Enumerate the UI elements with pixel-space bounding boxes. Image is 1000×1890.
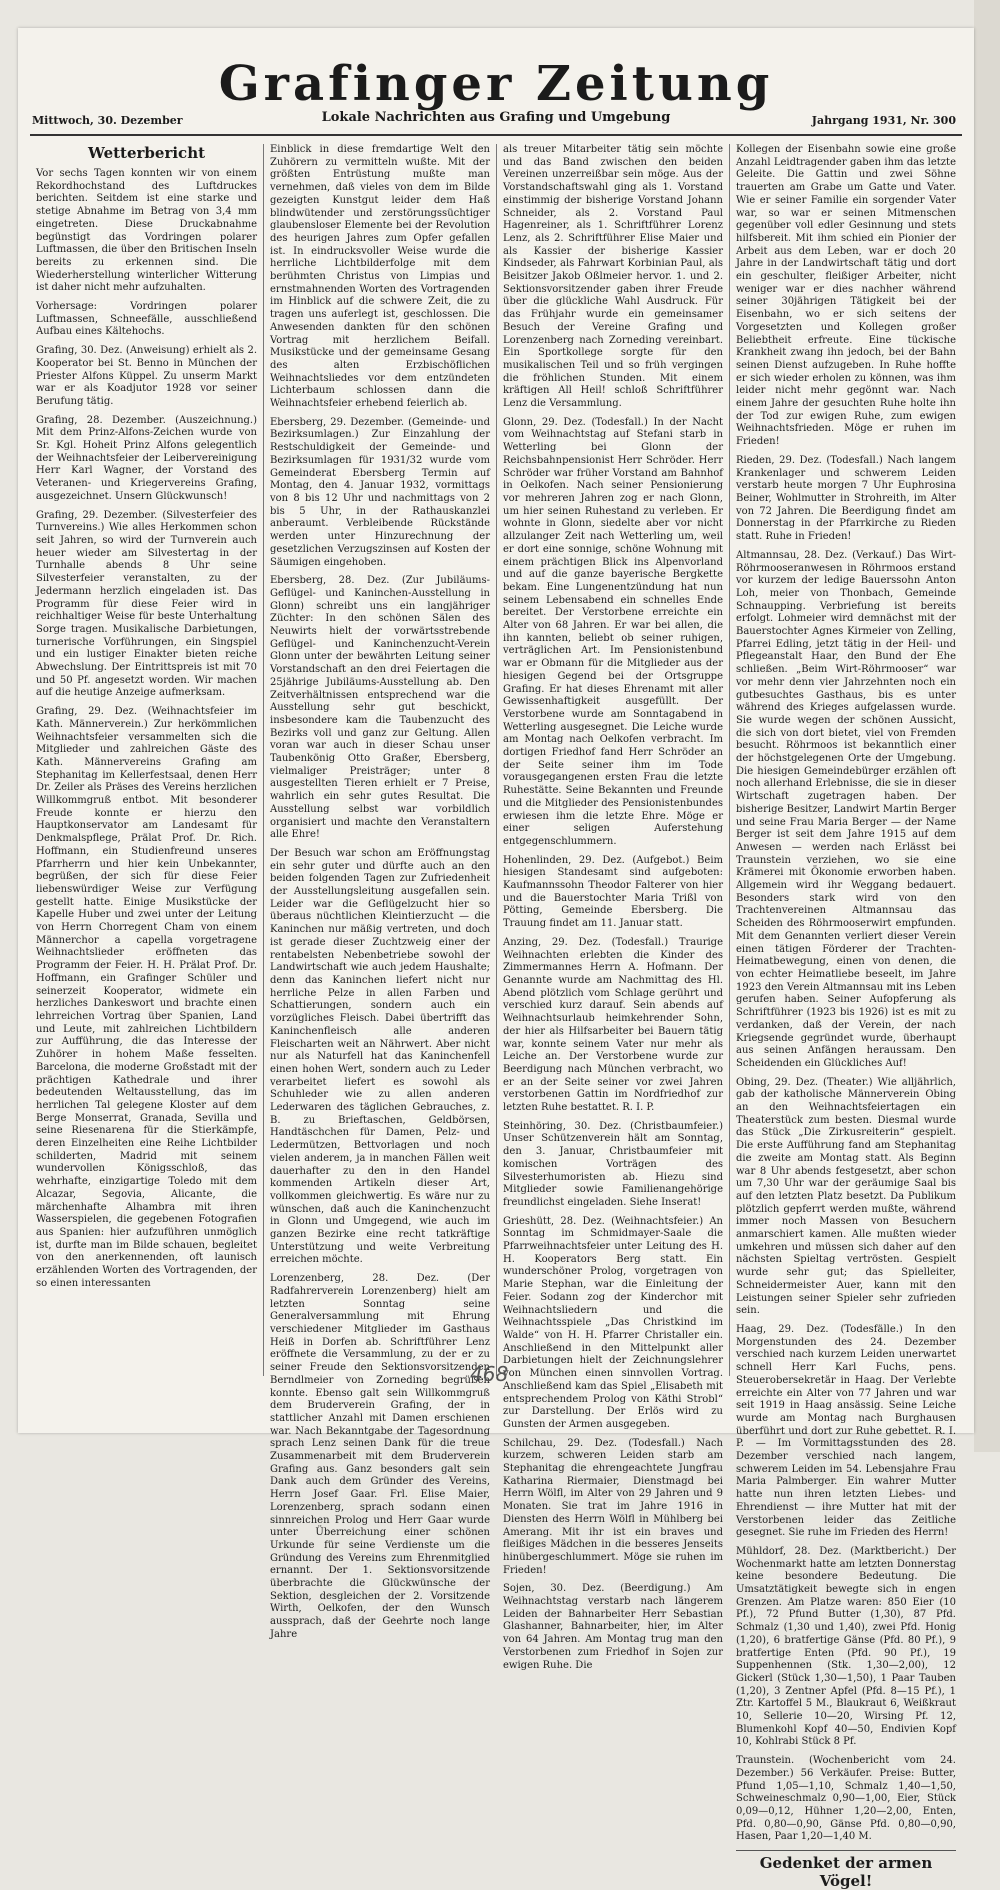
newspaper-page xyxy=(18,28,974,1890)
article-columns xyxy=(30,144,962,1890)
article-paragraph: Obing, 29. Dez. (Theater.) Wie alljährlich, gab der katholische Männerverein Obing an den Weihnachtsfeiertagen ein Theaterstück zum besten. Diesmal wurde das Stück „Die Zirkusreiterin“ gespielt. Die erste Aufführung fand am Stephanitag die zweite am Montag statt. Als Beginn war 8 Uhr abends festgesetzt, aber schon um 7,30 Uhr war der geräumige Saal bis auf den letzten Platz besetzt. Da Publikum plötzlich gepferrt werden mußte, während immer noch Massen von Besuchern anmarschiert kamen. Alle mußten wieder umkehren und müssen sich daher auf den nächsten Spieltag vertrösten. Gespielt wurde sehr gut; das Spielleiter, Schneidermeister Auer, kann mit den Leistungen seiner Spieler sehr zufrieden sein. xyxy=(736,1076,956,1317)
column-4 xyxy=(729,144,962,1890)
masthead-rule xyxy=(30,134,962,136)
column-1 xyxy=(30,144,263,1376)
issue-number: Jahrgang 1931, Nr. 300 xyxy=(811,114,956,127)
page-edge xyxy=(974,0,1000,1452)
article-paragraph: Sojen, 30. Dez. (Beerdigung.) Am Weihnachtstag verstarb nach längerem Leiden der Bahnarbeiter Herr Sebastian Glashanner, Bahnarbeiter, hier, im Alter von 64 Jahren. Am Montag trug man den Verstorbenen zum Friedhof in Sojen zur ewigen Ruhe. Die xyxy=(503,1583,723,1671)
footer-notice: Gedenket der armen Vögel! xyxy=(736,1850,956,1890)
article-paragraph: Der Besuch war schon am Eröffnungstag ein sehr guter und dürfte auch an den beiden folgenden Tagen zur Zufriedenheit der Ausstellungsleitung ausgefallen sein. Leider war die Geflügelzucht hier so überaus nüchtlichen Kleintierzucht — die Kaninchen nur mäßig vertreten, und doch ist gerade dieser Zuchtzweig einer der rentabelsten Nebenbetriebe sowohl der Landwirtschaft wie auch jedem Haushalte; denn das Kaninchen liefert nicht nur herrliche Pelze in allen Farben und Schattierungen, sondern auch ein vorzügliches Fleisch. Dabei übertrifft das Kaninchenfleisch alle anderen Fleischarten weit an Nährwert. Aber nicht nur als Naturfell hat das Kaninchenfell einen hohen Wert, sondern auch zu Leder verarbeitet liefert es sowohl als Schuhleder wie zu allen anderen Lederwaren des täglichen Gebrauches, z. B. zu Brieftaschen, Geldbörsen, Handtäschchen für Damen, Pelz- und Ledermützen, Bettvorlagen und noch vielen anderem, ja in manchen Fällen weit dauerhafter zu den in den Handel kommenden Artikeln dieser Art, vollkommen gleichwertig. Es wäre nur zu wünschen, daß auch die Kaninchenzucht in Glonn und Umgegend, wie auch im ganzen Bezirke eine recht tatkräftige Unterstützung und weite Verbreitung erreichen möchte. xyxy=(270,847,490,1266)
article-paragraph: Rieden, 29. Dez. (Todesfall.) Nach langem Krankenlager und schwerem Leiden verstarb heute morgen 7 Uhr Euphrosina Beiner, Wohlmutter in Strohreith, im Alter von 72 Jahren. Die Beerdigung findet am Donnerstag in der Pfarrkirche zu Rieden statt. Ruhe in Frieden! xyxy=(736,454,956,543)
article-paragraph: Vor sechs Tagen konnten wir von einem Rekordhochstand des Luftdruckes berichten. Seitdem ist eine starke und stetige Abnahme im Betrag von 3,4 mm eingetreten. Diese Druckabnahme begünstigt das Vordringen polarer Luftmassen, die über den Britischen Inseln bereits zu erkennen sind. Die Wiederherstellung winterlicher Witterung ist daher nicht mehr aufzuhalten. xyxy=(36,168,257,294)
article-paragraph: Grafing, 29. Dezember. (Silvesterfeier des Turnvereins.) Wie alles Herkommen schon seit Jahren, so wird der Turnverein auch heuer wieder am Silvestertag in der Turnhalle abends 8 Uhr seine Silvesterfeier veranstalten, zu der Jedermann herzlich eingeladen ist. Das Programm für diese Feier wird in reichhaltiger Weise für beste Unterhaltung Sorge tragen. Musikalische Darbietungen, turnerische Vorführungen, ein Singspiel und ein lustiger Einakter bieten reiche Abwechslung. Der Eintrittspreis ist mit 70 und 50 Pf. angesetzt worden. Wir machen auf die heutige Anzeige aufmerksam. xyxy=(36,509,257,699)
article-paragraph: Hohenlinden, 29. Dez. (Aufgebot.) Beim hiesigen Standesamt sind aufgeboten: Kaufmannssohn Theodor Falterer von hier und die Bauerstochter Maria Trißl von Pötting, Gemeinde Ebersberg. Die Trauung findet am 11. Januar statt. xyxy=(503,854,723,930)
newspaper-title: Grafinger Zeitung xyxy=(218,56,774,112)
article-paragraph: Grieshütt, 28. Dez. (Weihnachtsfeier.) An Sonntag im Schmidmayer-Saale die Pfarrweihnachtsfeier unter Leitung des H. H. Kooperators Berg statt. Ein wunderschöner Prolog, vorgetragen von Marie Stephan, war die Einleitung der Feier. Sodann zog der Kinderchor mit Weihnachtsliedern und die Weihnachtsspiele „Das Christkind im Walde“ von H. H. Pfarrer Christaller ein. Anschließend in den Mittelpunkt aller Darbietungen hielt der Zeichnungslehrer von München einen sinnvollen Vortrag. Anschließend kam das Spiel „Elisabeth mit entsprechendem Prolog von Käthi Strobl“ zur Darstellung. Der Erlös wird zu Gunsten der Armen ausgegeben. xyxy=(503,1215,723,1430)
handwritten-page-number: 468 xyxy=(470,1362,509,1386)
article-paragraph: Kollegen der Eisenbahn sowie eine große Anzahl Leidtragender gaben ihm das letzte Geleite. Die Gattin und zwei Söhne trauerten am Grabe um Gatte und Vater. Wie er seiner Familie ein sorgender Vater war, so war er seinen Mitmenschen gegenüber voll edler Gesinnung und stets hilfsbereit. Mit ihm schied ein Pionier der Arbeit aus dem Leben, war er doch 20 Jahre in der Landwirtschaft tätig und dort ein geschulter, fleißiger Arbeiter, nicht weniger war er dies nachher während seiner 30jährigen Tätigkeit bei der Eisenbahn, wo er sich seitens der Vorgesetzten und Kollegen großer Beliebtheit erfreute. Eine tückische Krankheit zwang ihn jedoch, bei der Bahn seinen Dienst aufzugeben. In Ruhe hoffte er sich wieder erholen zu können, was ihm leider nicht mehr gegönnt war. Nach einem Jahre der gesuchten Ruhe holte ihn der Tod zur ewigen Ruhe, zum ewigen Weihnachtsfrieden. Möge er ruhen im Frieden! xyxy=(736,144,956,448)
article-paragraph: Altmannsau, 28. Dez. (Verkauf.) Das Wirt-Röhrmooseranwesen in Röhrmoos erstand vor kurzem der ledige Bauerssohn Anton Loh, meier von Thonbach, Gemeinde Schnaupping. Verbriefung ist bereits erfolgt. Lohmeier wird demnächst mit der Bauerstochter Agnes Kirmeier von Zelling, Pfarrei Edling, jetzt tätig in der Heil- und Pflegeanstalt Haar, den Bund der Ehe schließen. „Beim Wirt-Röhrmooser“ war vor mehr denn vier Jahrzehnten noch ein gutbesuchtes Gasthaus, bis es unter während des Krieges aufgelassen wurde. Sie wurde wegen der schönen Aussicht, die sich von dort bietet, viel von Fremden besucht. Röhrmoos ist bekanntlich einer der höchstgelegenen Orte der Umgebung. Die hiesigen Gemeindebürger erzählen oft noch allerhand Erlebnisse, die sie in dieser Wirtschaft zugetragen haben. Der bisherige Besitzer, Landwirt Martin Berger und seine Frau Maria Berger — der Name Berger ist seit dem Jahre 1915 auf dem Anwesen — werden nach Erlässt bei Traunstein verziehen, wo sie eine Krämerei mit Ökonomie erworben haben. Allgemein wird ihr Weggang bedauert. Besonders stark wird von den Trachtenvereinen Altmannsau das Scheiden des Röhrmooserwirt empfunden. Mit dem Genannten verliert dieser Verein einen tätigen Förderer der Trachten-Heimatbewegung, einen von denen, die von echter Heimatliebe beseelt, im Jahre 1923 den Verein Altmannsau mit ins Leben gerufen haben. Seiner Aufopferung als Schriftführer (1923 bis 1926) ist es mit zu verdanken, daß der Verein, der nach Kriegsende gegründet wurde, überhaupt aus seinen Anfängen heraussam. Den Scheidenden ein Glückliches Auf! xyxy=(736,549,956,1069)
article-paragraph: Glonn, 29. Dez. (Todesfall.) In der Nacht vom Weihnachtstag auf Stefani starb in Wetterling bei Glonn der Reichsbahnpensionist Herr Schröder. Herr Schröder war früher Vorstand am Bahnhof in Oelkofen. Nach seiner Pensionierung vor mehreren Jahren zog er nach Glonn, um hier seinen Ruhestand zu verleben. Er wohnte in Glonn, siedelte aber vor nicht allzulanger Zeit nach Wetterling um, weil er dort eine sonnige, schöne Wohnung mit einem prächtigen Blick ins Alpenvorland und auf die ganze bayerische Bergkette bekam. Eine Lungenentzündung hat nun seinem Lebensabend ein schnelles Ende bereitet. Der Verstorbene erreichte ein Alter von 68 Jahren. Er war bei allen, die ihn kannten, beliebt ob seiner ruhigen, verträglichen Art. Im Pensionistenbund war er Obmann für die Mitglieder aus der hiesigen Gegend bei der Ortsgruppe Grafing. Er hat dieses Ehrenamt mit aller Gewissenhaftigkeit ausgefüllt. Der Verstorbene wurde am Sonntagabend in Wetterling ausgesegnet. Die Leiche wurde am Montag nach Oelkofen verbracht. Im dortigen Friedhof fand Herr Schröder an der Seite seiner ihm im Tode vorausgegangenen ersten Frau die letzte Ruhestätte. Seine Bekannten und Freunde und die Mitglieder des Pensionistenbundes erwiesen ihm die letzte Ehre. Möge er einer seligen Auferstehung entgegenschlummern. xyxy=(503,416,723,847)
article-paragraph: Grafing, 28. Dezember. (Auszeichnung.) Mit dem Prinz-Alfons-Zeichen wurde von Sr. Kgl. Hoheit Prinz Alfons gelegentlich der Weihnachtsfeier der Leibervereinigung Herr Karl Wagner, der Vorstand des Veteranen- und Kriegervereins Grafing, ausgezeichnet. Unsern Glückwunsch! xyxy=(36,414,257,502)
article-paragraph: Anzing, 29. Dez. (Todesfall.) Traurige Weihnachten erlebten die Kinder des Zimmermannes Herrn A. Hofmann. Der Genannte wurde am Nachmittag des Hl. Abend plötzlich vom Schlage gerührt und verschied kurz darauf. Sein abends auf Weihnachtsurlaub heimkehrender Sohn, der hier als Hilfsarbeiter bei Bauern tätig war, konnte seinem Vater nur mehr als Leiche an. Der Verstorbene wurde zur Beerdigung nach München verbracht, wo er an der Seite seiner vor zwei Jahren verstorbenen Gattin im Nordfriedhof zur letzten Ruhe bestattet. R. I. P. xyxy=(503,936,723,1114)
article-paragraph: Grafing, 30. Dez. (Anweisung) erhielt als 2. Kooperator bei St. Benno in München der Priester Alfons Küppel. Zu unserm Markt war er als Koadjutor 1928 vor seiner Berufung tätig. xyxy=(36,345,257,407)
column-3 xyxy=(496,144,729,1671)
article-paragraph: Haag, 29. Dez. (Todesfälle.) In den Morgenstunden des 24. Dezember verschied nach kurzem Leiden unerwartet schnell Herr Karl Fuchs, pens. Steuerobersekretär in Haag. Der Verlebte erreichte ein Alter von 77 Jahren und war seit 1919 in Haag ansässig. Seine Leiche wurde am Montag nach Burghausen überführt und dort zur Ruhe gebettet. R. I. P. — Im Vormittagsstunden des 28. Dezember verschied nach langem, schwerem Leiden im 54. Lebensjahre Frau Maria Palmberger. Ein wahrer Mutter hatte nun ihren letzten Liebes- und Ehrendienst — ihre Mutter hat mit der Verstorbenen leider das Zeitliche gesegnet. Sie ruhe im Frieden des Herrn! xyxy=(736,1323,956,1539)
article-paragraph: Schilchau, 29. Dez. (Todesfall.) Nach kurzem, schweren Leiden starb am Stephanitag die ehrengeachtete Jungfrau Katharina Riermaier, Dienstmagd bei Herrn Wölfl, im Alter von 29 Jahren und 9 Monaten. Sie trat im Jahre 1916 in Diensten des Herrn Wölfl in Mühlberg bei Amerang. Mit ihr ist ein braves und fleißiges Mädchen in die besseres Jenseits hinübergeschlummert. Möge sie ruhen im Frieden! xyxy=(503,1437,723,1576)
article-paragraph: Einblick in diese fremdartige Welt den Zuhörern zu vermitteln wußte. Mit der größten Entrüstung mußte man vernehmen, daß vieles von dem im Bilde gezeigten Kunstgut leider dem Haß blindwütender und zerstörungssüchtiger glaubensloser Elemente bei der Revolution des heurigen Jahres zum Opfer gefallen ist. In eindrucksvoller Weise wurde die herrliche Lichtbilderfolge mit dem berühmten Christus von Limpias und ernstmahnenden Worten des Vortragenden im Hinblick auf die schwere Zeit, die zu tragen uns auferlegt ist, geschlossen. Die Anwesenden dankten für den schönen Vortrag mit herzlichem Beifall. Musikstücke und der gemeinsame Gesang des alten Erzbischöflichen Weihnachtsliedes vor dem entzündeten Lichterbaum schlossen dann die Weihnachtsfeier erhebend feierlich ab. xyxy=(270,144,490,410)
masthead xyxy=(18,28,974,140)
article-paragraph: Traunstein. (Wochenbericht vom 24. Dezember.) 56 Verkäufer. Preise: Butter, Pfund 1,05—1,10, Schmalz 1,40—1,50, Schweineschmalz 0,90—1,00, Eier, Stück 0,09—0,12, Hühner 1,20—2,00, Enten, Pfd. 0,80—0,90, Gänse Pfd. 0,80—0,90, Hasen, Paar 1,20—1,40 M. xyxy=(736,1755,956,1843)
article-paragraph: als treuer Mitarbeiter tätig sein möchte und das Band zwischen den beiden Vereinen unzerreißbar sein möge. Aus der Vorstandschaftswahl ging als 1. Vorstand einstimmig der bisherige Vorstand Johann Schneider, als 2. Vorstand Paul Hagenreiner, als 1. Schriftführer Lorenz Lenz, als 2. Schriftführer Elise Maier und als Kassier der bisherige Kassier Kindseder, als Fahrwart Korbinian Paul, als Beisitzer Jakob Oßlmeier hervor. 1. und 2. Sektionsvorsitzender gaben ihrer Freude über die glückliche Wahl Ausdruck. Für das Frühjahr wurde ein gemeinsamer Besuch der Vereine Grafing und Lorenzenberg nach Zorneding vereinbart. Ein Sportkollege sorgte für den musikalischen Teil und so früh vergingen die fröhlichen Stunden. Mit einem kräftigen All Heil! schloß Schriftführer Lenz die Versammlung. xyxy=(503,144,723,410)
issue-date: Mittwoch, 30. Dezember xyxy=(32,114,183,127)
article-paragraph: Ebersberg, 29. Dezember. (Gemeinde- und Bezirksumlagen.) Zur Einzahlung der Restschuldigkeit der Gemeinde- und Bezirksumlagen für 1931/32 wurde vom Gemeinderat Ebersberg Termin auf Montag, den 4. Januar 1932, vormittags von 8 bis 12 Uhr und nachmittags von 2 bis 5 Uhr, in der Rathauskanzlei anberaumt. Verbleibende Rückstände werden unter Hinzurechnung der gesetzlichen Verzugszinsen auf Kosten der Säumigen eingehoben. xyxy=(270,416,490,568)
article-paragraph: Vorhersage: Vordringen polarer Luftmassen, Schneefälle, ausschließend Aufbau eines Kältehochs. xyxy=(36,301,257,338)
article-paragraph: Lorenzenberg, 28. Dez. (Der Radfahrerverein Lorenzenberg) hielt am letzten Sonntag seine Generalversammlung mit Ehrung verschiedener Mitglieder im Gasthaus Heiß in Dorfen ab. Schriftführer Lenz eröffnete die Versammlung, zu der er zu seiner Freude den Sektionsvorsitzenden Berndlmeier von Zorneding begrüßen konnte. Ebenso galt sein Willkommgruß dem Bruderverein Grafing, der in stattlicher Anzahl mit Damen erschienen war. Nach Bekanntgabe der Tagesordnung sprach Lenz seinen Dank für die treue Zusammenarbeit mit dem Bruderverein Grafing aus. Ganz besonders galt sein Dank auch dem Gründer des Vereins, Herrn Josef Gaar. Frl. Elise Maier, Lorenzenberg, sprach sodann einen sinnreichen Prolog und Herr Gaar wurde unter Überreichung einer schönen Urkunde für seine Verdienste um die Gründung des Vereins zum Ehrenmitglied ernannt. Der 1. Sektionsvorsitzende überbrachte die Glückwünsche der Sektion, desgleichen der 2. Vorsitzende Wirth, Oelkofen, der den Wunsch aussprach, daß der Geehrte noch lange Jahre xyxy=(270,1273,490,1640)
weather-heading: Wetterbericht xyxy=(87,144,206,162)
newspaper-subtitle: Lokale Nachrichten aus Grafing und Umgebung xyxy=(321,110,671,125)
article-paragraph: Ebersberg, 28. Dez. (Zur Jubiläums-Geflügel- und Kaninchen-Ausstellung in Glonn) schreibt uns ein langjähriger Züchter: In den schönen Sälen des Neuwirts hielt der vorwärtsstrebende Geflügel- und Kaninchenzucht-Verein Glonn unter der bewährten Leitung seiner Vorstandschaft an den drei Feiertagen die 25jährige Jubiläums-Ausstellung ab. Den Zeitverhältnissen entsprechend war die Ausstellung sehr gut beschickt, insbesondere kam die Taubenzucht des Bezirks voll und ganz zur Geltung. Allen voran war auch in dieser Schau unser Taubenkönig Otto Graßer, Ebersberg, vielmaliger Preisträger; unter 8 ausgestellten Tieren erhielt er 7 Preise, wahrlich ein sehr gutes Resultat. Die Ausstellung selbst war vorbildlich organisiert und machte den Veranstaltern alle Ehre! xyxy=(270,575,490,841)
article-paragraph: Grafing, 29. Dez. (Weihnachtsfeier im Kath. Männerverein.) Zur herkömmlichen Weihnachtsfeier versammelten sich die Mitglieder und zahlreichen Gäste des Kath. Männervereins Grafing am Stephanitag im Kellerfestsaal, denen Herr Dr. Zeiler als Präses des Vereins herzlichen Willkommgruß entbot. Mit besonderer Freude konnte er hierzu den Hauptkonservator am Landesamt für Denkmalspflege, Prälat Prof. Dr. Rich. Hoffmann, ein Studienfreund unseres Pfarrherrn und hier kein Unbekannter, begrüßen, der sich für diese Feier liebenswürdiger Weise zur Verfügung gestellt hatte. Einige Musikstücke der Kapelle Huber und zwei unter der Leitung von Herrn Chorregent Cham von einem Männerchor a capella vorgetragene Weihnachtslieder eröffneten das Programm der Feier. H. H. Prälat Prof. Dr. Hoffmann, ein Grafinger Schüler und seinerzeit Kooperator, widmete ein herzliches Dankeswort und brachte einen lehrreichen Vortrag über Spanien, Land und Leute, mit zahlreichen Lichtbildern zur Aufführung, die das Interesse der Zuhörer in hohem Maße fesselten. Barcelona, die moderne Großstadt mit der prächtigen Kathedrale und ihrer bedeutenden Weltausstellung, das im herrlichen Tal gelegene Kloster auf dem Berge Monserrat, Granada, Sevilla und seine Riesenarena für die Stierkämpfe, deren Einzelheiten eine Reihe Lichtbilder schilderten, Madrid mit seinem wundervollen Königsschloß, das wehrhafte, einzigartige Toledo mit dem Alcazar, Segovia, Alicante, die märchenhafte Alhambra mit ihren Wasserspielen, die gegebenen Fotografien aus Spanien: hier aufzuführen unmöglich ist, durfte man im Bilde schauen, begleitet von den anerkennenden, oft launisch erzählenden Worten des Vortragenden, der so einen interessanten xyxy=(36,706,257,1289)
article-paragraph: Mühldorf, 28. Dez. (Marktbericht.) Der Wochenmarkt hatte am letzten Donnerstag keine besondere Bedeutung. Die Umsatztätigkeit bewegte sich in engen Grenzen. Am Platze waren: 850 Eier (10 Pf.), 72 Pfund Butter (1,30), 87 Pfd. Schmalz (1,30 und 1,40), zwei Pfd. Honig (1,20), 6 bratfertige Gänse (Pfd. 80 Pf.), 9 bratfertige Enten (Pfd. 90 Pf.), 19 Suppenhennen (Stk. 1,30—2,00), 12 Gickerl (Stück 1,30—1,50), 1 Paar Tauben (1,20), 3 Zentner Apfel (Pfd. 8—15 Pf.), 1 Ztr. Kartoffel 5 M., Blaukraut 6, Weißkraut 10, Sellerie 10—20, Wirsing Pf. 12, Blumenkohl Kopf 40—50, Endivien Kopf 10, Kohlrabi Stück 8 Pf. xyxy=(736,1545,956,1748)
article-paragraph: Steinhöring, 30. Dez. (Christbaumfeier.) Unser Schützenverein hält am Sonntag, den 3. Januar, Christbaumfeier mit komischen Vorträgen des Silvesterhumoristen ab. Hiezu sind Mitglieder sowie Familienangehörige freundlichst eingeladen. Siehe Inserat! xyxy=(503,1120,723,1208)
